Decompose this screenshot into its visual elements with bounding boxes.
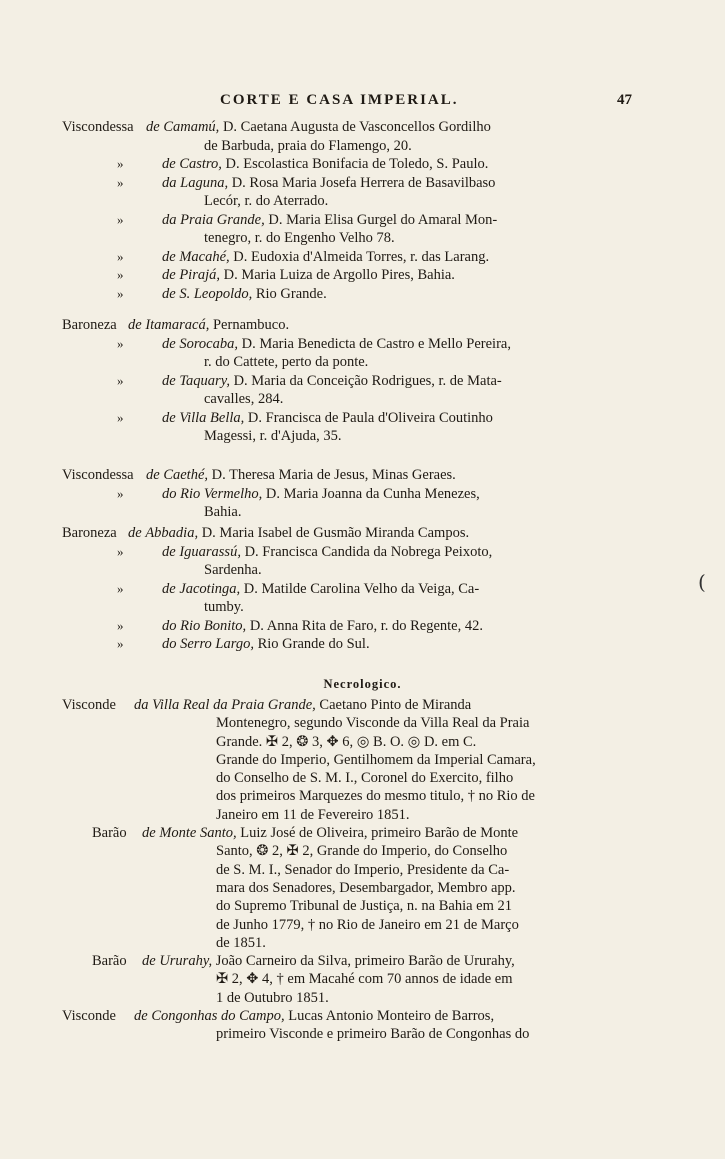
holder-name: D. Matilde Carolina Velho da Veiga, Ca- (243, 580, 480, 597)
title-name: Itamaracá, (145, 317, 210, 333)
entry-continuation: tenegro, r. do Engenho Velho 78. (204, 230, 395, 246)
ditto-mark: » (117, 543, 124, 559)
obituary-entry (0, 824, 725, 952)
entry-line (0, 934, 725, 952)
rank-label: Visconde (62, 1008, 116, 1025)
entry-line (0, 372, 725, 391)
title-particle: de (134, 1008, 148, 1025)
entry-continuation: de Barbuda, praia do Flamengo, 20. (204, 137, 412, 154)
title-particle: de (146, 119, 160, 135)
entry-line (0, 916, 725, 934)
holder-name: D. Maria Elisa Gurgel do Amaral Mon- (268, 211, 498, 228)
entry-text (162, 580, 628, 599)
entry-line (0, 561, 725, 580)
rank-label: Barão (92, 953, 127, 970)
ditto-mark: » (117, 372, 124, 388)
viscondessas-list-2 (0, 466, 725, 522)
title-entry (0, 316, 725, 335)
entry-text (162, 211, 628, 230)
obituary-entry (0, 696, 725, 824)
entry-line (0, 211, 725, 230)
holder-name: D. Caetana Augusta de Vasconcellos Gordilho (222, 119, 491, 135)
entry-text (162, 285, 628, 304)
entry-text (162, 635, 628, 654)
holder-name: D. Maria Benedicta de Castro e Mello Pereira, (241, 335, 511, 352)
viscondessas-list-1 (0, 118, 725, 303)
entry-line (0, 485, 725, 504)
entry-continuation: do Conselho de S. M. I., Coronel do Exercito, filho (216, 770, 514, 787)
entry-line (0, 617, 725, 636)
entry-text (162, 409, 628, 428)
entry-line (0, 266, 725, 285)
ditto-mark: » (117, 636, 124, 651)
title-entry (0, 617, 725, 636)
entry-line (0, 1007, 725, 1025)
title-particle: de (142, 953, 156, 970)
holder-name: D. Eudoxia d'Almeida Torres, r. das Larang. (233, 248, 490, 265)
entry-text (162, 174, 628, 193)
baronezas-list-2 (0, 524, 725, 654)
entry-continuation: de S. M. I., Senador do Imperio, Presidente da Ca- (216, 861, 510, 878)
title-particle: da (134, 697, 149, 713)
title-particle: de (162, 543, 176, 560)
ditto-mark: » (117, 211, 124, 227)
rank-label: Viscondessa (62, 119, 134, 135)
title-entry (0, 266, 725, 285)
entry-line (0, 248, 725, 267)
title-particle: do (162, 485, 177, 502)
title-name: Pirajá, (179, 267, 220, 283)
entry-text (146, 466, 628, 485)
entry-line (0, 970, 725, 988)
entry-text (142, 952, 515, 970)
title-particle: de (162, 267, 176, 283)
ditto-mark: » (117, 156, 124, 171)
title-name: Monte Santo, (159, 825, 237, 842)
entry-line (0, 879, 725, 897)
holder-name: Rio Grande do Sul. (257, 636, 370, 652)
necrologico-heading: Necrologico. (323, 677, 402, 691)
entry-continuation: r. do Cattete, perto da ponte. (204, 354, 369, 370)
title-name: S. Leopoldo, (179, 285, 253, 302)
title-entry (0, 335, 725, 372)
entry-continuation: de Junho 1779, † no Rio de Janeiro em 21 de Março (216, 916, 519, 933)
entry-line (0, 118, 725, 137)
title-particle: de (162, 156, 176, 172)
margin-mark: ( (698, 570, 706, 594)
holder-name: Caetano Pinto de Miranda (319, 697, 472, 713)
title-name: Caethé, (163, 467, 209, 483)
entry-line (0, 714, 725, 732)
rank-label: Barão (92, 825, 127, 842)
entry-line (0, 155, 725, 174)
holder-name: João Carneiro da Silva, primeiro Barão de Ururahy, (215, 953, 515, 970)
necrologico-list (0, 696, 725, 1044)
entry-line (0, 952, 725, 970)
entry-line (0, 229, 725, 248)
entry-continuation: do Supremo Tribunal de Justiça, n. na Bahia em 21 (216, 898, 513, 915)
entry-continuation: cavalles, 284. (204, 391, 284, 407)
title-particle: da (162, 211, 177, 228)
title-name: Praia Grande, (180, 211, 265, 228)
rank-label: Visconde (62, 697, 116, 713)
entry-line (0, 174, 725, 193)
entry-text (162, 617, 628, 636)
holder-name: D. Maria da Conceição Rodrigues, r. de Mata- (233, 372, 502, 389)
entry-line (0, 524, 725, 543)
title-name: Rio Bonito, (180, 617, 247, 634)
holder-name: D. Maria Joanna da Cunha Menezes, (265, 485, 480, 502)
entry-text (134, 1007, 494, 1025)
entry-line (0, 316, 725, 335)
title-entry (0, 174, 725, 211)
entry-continuation: Montenegro, segundo Visconde da Villa Real da Praia (216, 715, 530, 732)
entry-text (146, 118, 628, 137)
entry-line (0, 598, 725, 617)
entry-text (128, 316, 628, 335)
entry-continuation: Grande do Imperio, Gentilhomem da Imperial Camara, (216, 751, 536, 768)
entry-line (0, 787, 725, 805)
title-entry (0, 466, 725, 485)
title-entry (0, 543, 725, 580)
title-particle: de (162, 409, 176, 426)
entry-continuation: ✠ 2, ✥ 4, † em Macahé com 70 annos de idade em (216, 971, 513, 988)
entry-line (0, 466, 725, 485)
entry-continuation: Lecór, r. do Aterrado. (204, 193, 329, 209)
entry-line (0, 353, 725, 372)
ditto-mark: » (117, 580, 124, 596)
obituary-entry (0, 952, 725, 1007)
entry-text (162, 543, 628, 562)
title-entry (0, 524, 725, 543)
entry-continuation: Sardenha. (204, 562, 262, 578)
title-name: Taquary, (179, 372, 230, 389)
ditto-mark: » (117, 409, 124, 425)
entry-text (142, 824, 518, 842)
running-header (0, 92, 725, 114)
title-particle: do (162, 636, 177, 652)
rank-label: Baroneza (62, 317, 117, 333)
title-name: Iguarassú, (179, 543, 241, 560)
holder-name: Rio Grande. (255, 285, 327, 302)
page-header-title: CORTE E CASA IMPERIAL. (220, 92, 459, 108)
entry-text (128, 524, 628, 543)
entry-text (162, 266, 628, 285)
entry-line (0, 806, 725, 824)
title-entry (0, 155, 725, 174)
entry-text (162, 372, 628, 391)
holder-name: D. Rosa Maria Josefa Herrera de Basavilbaso (231, 174, 496, 191)
holder-name: D. Francisca de Paula d'Oliveira Coutinho (247, 409, 493, 426)
title-particle: de (142, 825, 156, 842)
title-particle: de (162, 285, 176, 302)
title-name: Sorocaba, (179, 335, 238, 352)
holder-name: D. Maria Luiza de Argollo Pires, Bahia. (223, 267, 455, 283)
entry-line (0, 335, 725, 354)
title-name: Castro, (179, 156, 222, 172)
rank-label: Baroneza (62, 525, 117, 541)
title-name: Laguna, (180, 174, 229, 191)
entry-continuation: tumby. (204, 599, 244, 615)
entry-line (0, 635, 725, 654)
entry-line (0, 897, 725, 915)
title-name: Abbadia, (145, 525, 199, 541)
entry-continuation: primeiro Visconde e primeiro Barão de Congonhas do (216, 1026, 530, 1043)
entry-line (0, 989, 725, 1007)
ditto-mark: » (117, 248, 124, 264)
entry-continuation: Magessi, r. d'Ajuda, 35. (204, 428, 342, 444)
title-name: Congonhas do Campo, (151, 1008, 285, 1025)
entry-continuation: Grande. ✠ 2, ❂ 3, ✥ 6, ◎ B. O. ◎ D. em C. (216, 733, 477, 750)
title-particle: de (146, 467, 160, 483)
entry-line (0, 390, 725, 409)
entry-line (0, 696, 725, 714)
title-entry (0, 485, 725, 522)
entry-continuation: dos primeiros Marquezes do mesmo titulo, † no Rio de (216, 788, 535, 805)
holder-name: D. Maria Isabel de Gusmão Miranda Campos. (201, 525, 470, 541)
entry-continuation: 1 de Outubro 1851. (216, 989, 329, 1006)
title-particle: de (128, 525, 142, 541)
ditto-mark: » (117, 485, 124, 501)
entry-line (0, 580, 725, 599)
entry-line (0, 861, 725, 879)
entry-line (0, 733, 725, 751)
title-particle: da (162, 174, 177, 191)
entry-text (162, 155, 628, 174)
title-entry (0, 285, 725, 304)
title-particle: do (162, 617, 177, 634)
ditto-mark: » (117, 267, 124, 282)
entry-line (0, 192, 725, 211)
title-name: Jacotinga, (179, 580, 241, 597)
holder-name: D. Francisca Candida da Nobrega Peixoto, (244, 543, 493, 560)
title-entry (0, 248, 725, 267)
title-particle: de (128, 317, 142, 333)
entry-line (0, 503, 725, 522)
title-entry (0, 635, 725, 654)
title-entry (0, 580, 725, 617)
title-name: Serro Largo, (180, 636, 254, 652)
entry-continuation: de 1851. (216, 934, 266, 951)
ditto-mark: » (117, 285, 124, 301)
entry-line (0, 137, 725, 156)
title-particle: de (162, 580, 176, 597)
entry-line (0, 285, 725, 304)
title-entry (0, 211, 725, 248)
rank-label: Viscondessa (62, 467, 134, 483)
entry-continuation: mara dos Senadores, Desembargador, Membro app. (216, 879, 516, 896)
holder-name: D. Theresa Maria de Jesus, Minas Geraes. (211, 467, 456, 483)
page-number: 47 (617, 92, 632, 108)
holder-name: Luiz José de Oliveira, primeiro Barão de Monte (240, 825, 519, 842)
title-entry (0, 409, 725, 446)
baronezas-list-1 (0, 316, 725, 446)
entry-continuation: Bahia. (204, 504, 242, 520)
title-name: Camamú, (163, 119, 220, 135)
entry-line (0, 842, 725, 860)
title-particle: de (162, 248, 176, 265)
entry-line (0, 409, 725, 428)
title-entry (0, 118, 725, 155)
title-name: Rio Vermelho, (180, 485, 263, 502)
entry-line (0, 769, 725, 787)
holder-name: Lucas Antonio Monteiro de Barros, (288, 1008, 495, 1025)
entry-line (0, 824, 725, 842)
holder-name: D. Escolastica Bonifacia de Toledo, S. Paulo. (225, 156, 489, 172)
entry-line (0, 751, 725, 769)
entry-text (134, 696, 471, 714)
entry-continuation: Janeiro em 11 de Fevereiro 1851. (216, 806, 410, 823)
entry-text (162, 485, 628, 504)
ditto-mark: » (117, 617, 124, 633)
obituary-entry (0, 1007, 725, 1044)
entry-text (162, 335, 628, 354)
entry-line (0, 427, 725, 446)
ditto-mark: » (117, 174, 124, 190)
holder-name: D. Anna Rita de Faro, r. do Regente, 42. (249, 617, 483, 634)
title-particle: de (162, 335, 176, 352)
entry-continuation: Santo, ❂ 2, ✠ 2, Grande do Imperio, do Conselho (216, 843, 508, 860)
entry-text (162, 248, 628, 267)
entry-line (0, 1025, 725, 1043)
title-entry (0, 372, 725, 409)
holder-name: Pernambuco. (212, 317, 290, 333)
title-name: Villa Bella, (179, 409, 245, 426)
title-name: Villa Real da Praia Grande, (152, 697, 316, 713)
entry-line (0, 543, 725, 562)
title-name: Macahé, (179, 248, 230, 265)
title-particle: de (162, 372, 176, 389)
title-name: Ururahy, (159, 953, 213, 970)
ditto-mark: » (117, 335, 124, 351)
